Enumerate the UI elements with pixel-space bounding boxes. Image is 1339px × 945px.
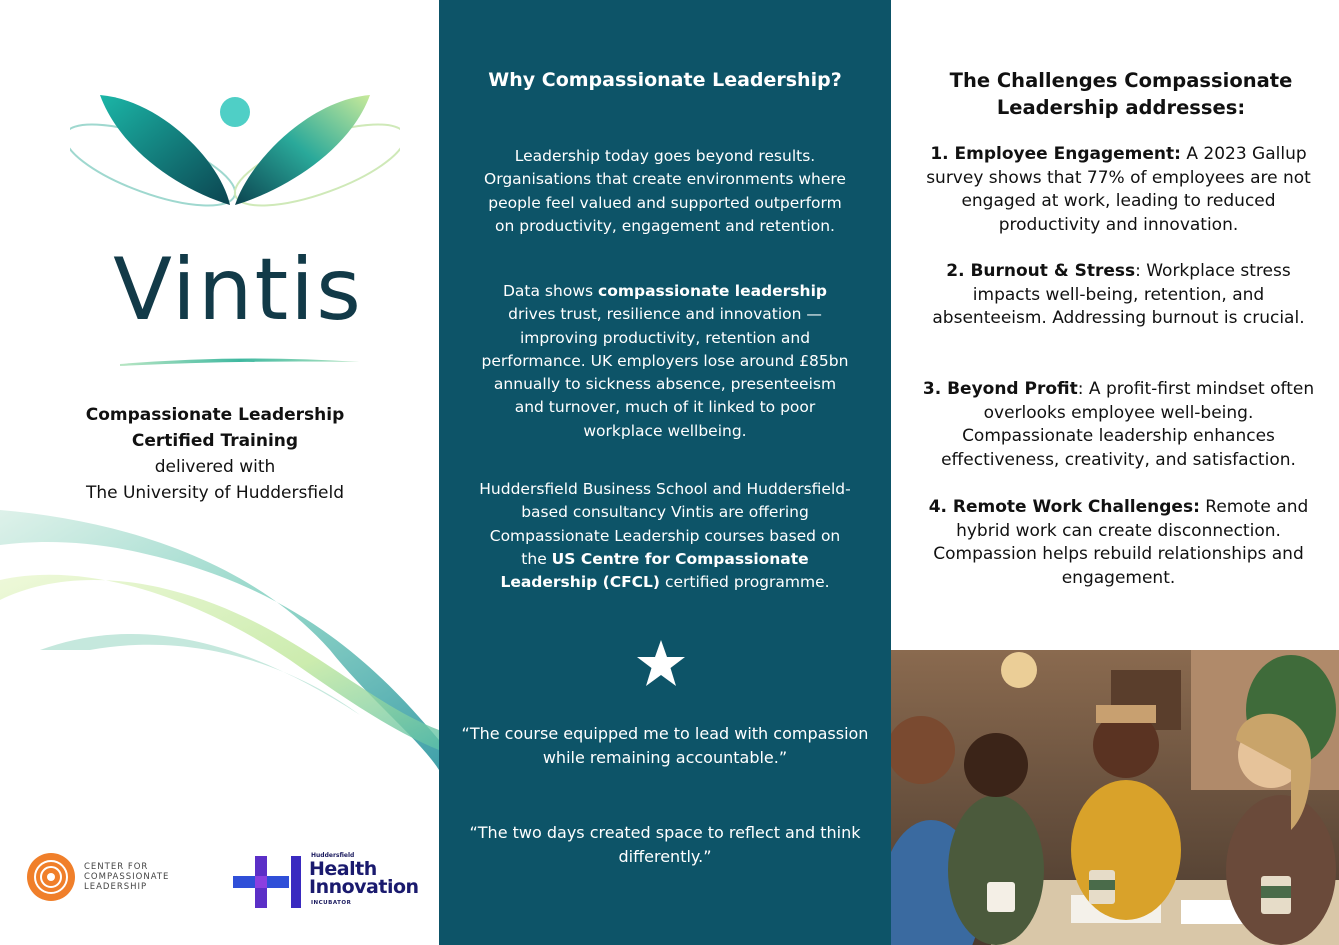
ccl-logo-line2: COMPASSIONATE bbox=[84, 872, 170, 882]
data-paragraph-post: drives trust, resilience and innovation — improving productivity, retention and performance. UK employers lose around £85bn annually to sickness absence, presenteeism and turnover, much of it linked to poor workplace wellbeing. bbox=[481, 305, 849, 440]
challenge-text: Remote and hybrid work can create disconnection. Compassion helps rebuild relationships and engagement. bbox=[933, 497, 1309, 588]
right-panel bbox=[891, 0, 1339, 945]
left-panel bbox=[0, 0, 439, 945]
testimonial-quote-2: “The two days created space to reflect and think differently.” bbox=[469, 823, 861, 866]
why-heading: Why Compassionate Leadership? bbox=[488, 69, 842, 91]
challenge-text: : Workplace stress impacts well-being, retention, and absenteeism. Addressing burnout is crucial. bbox=[932, 261, 1305, 329]
ccl-logo-line1: CENTER FOR bbox=[84, 862, 149, 872]
data-paragraph bbox=[479, 280, 851, 443]
course-title-line1: Compassionate Leadership bbox=[85, 405, 345, 425]
challenges-heading: The Challenges Compassionate Leadership addresses: bbox=[949, 69, 1293, 119]
course-title-line2: Certified Training bbox=[131, 431, 299, 451]
challenge-item bbox=[921, 496, 1316, 590]
decorative-wave-graphic bbox=[0, 500, 439, 780]
offering-paragraph-pre: Huddersfield Business School and Huddersfield-based consultancy Vintis are offering Compassionate Leadership courses based on the bbox=[479, 480, 851, 568]
center-for-compassionate-leadership-logo bbox=[26, 852, 186, 906]
hi-logo-line2: Innovation bbox=[309, 876, 419, 898]
offering-paragraph-post: certified programme. bbox=[660, 573, 830, 592]
offering-paragraph bbox=[479, 478, 851, 594]
hi-logo-sub-text: INCUBATOR bbox=[311, 900, 352, 906]
intro-paragraph: Leadership today goes beyond results. Organisations that create environments where people feel valued and supported outperform on productivity, engagement and retention. bbox=[484, 147, 846, 235]
vintis-leaf-logo-icon bbox=[70, 90, 400, 250]
delivered-with-text: delivered with bbox=[154, 457, 276, 477]
challenge-label: 1. Employee Engagement: bbox=[930, 144, 1181, 164]
ccl-logo-line3: LEADERSHIP bbox=[84, 882, 148, 892]
challenge-item bbox=[921, 378, 1316, 472]
challenge-text: : A profit-first mindset often overlooks employee well-being. Compassionate leadership enhances effectiveness, creativity, and satisfaction. bbox=[941, 379, 1315, 470]
data-paragraph-pre: Data shows bbox=[503, 282, 598, 300]
logo-underline-swoosh bbox=[120, 350, 360, 370]
challenge-label: 2. Burnout & Stress bbox=[946, 261, 1136, 281]
challenge-label: 3. Beyond Profit bbox=[922, 379, 1078, 399]
data-paragraph-bold: compassionate leadership bbox=[598, 282, 827, 300]
challenge-text: A 2023 Gallup survey shows that 77% of employees are not engaged at work, leading to reduced productivity and innovation. bbox=[926, 144, 1311, 235]
challenge-label: 4. Remote Work Challenges: bbox=[928, 497, 1200, 517]
star-icon bbox=[636, 638, 686, 688]
university-name: The University of Huddersfield bbox=[85, 483, 345, 503]
hi-logo-small-text: Huddersfield bbox=[311, 852, 355, 859]
team-meeting-photo bbox=[891, 650, 1339, 945]
testimonial-quote-1: “The course equipped me to lead with compassion while remaining accountable.” bbox=[461, 724, 869, 767]
challenge-item bbox=[921, 143, 1316, 237]
health-innovation-cross-icon bbox=[233, 854, 303, 910]
hi-logo-line1: Health bbox=[309, 858, 377, 880]
brand-wordmark: Vintis bbox=[113, 240, 363, 340]
middle-panel bbox=[439, 0, 891, 945]
challenge-item bbox=[921, 260, 1316, 331]
offering-paragraph-bold: US Centre for Compassionate Leadership (CFCL) bbox=[500, 549, 809, 592]
course-title bbox=[0, 402, 430, 506]
ccl-circle-icon bbox=[26, 852, 76, 902]
health-innovation-incubator-logo bbox=[233, 852, 423, 912]
